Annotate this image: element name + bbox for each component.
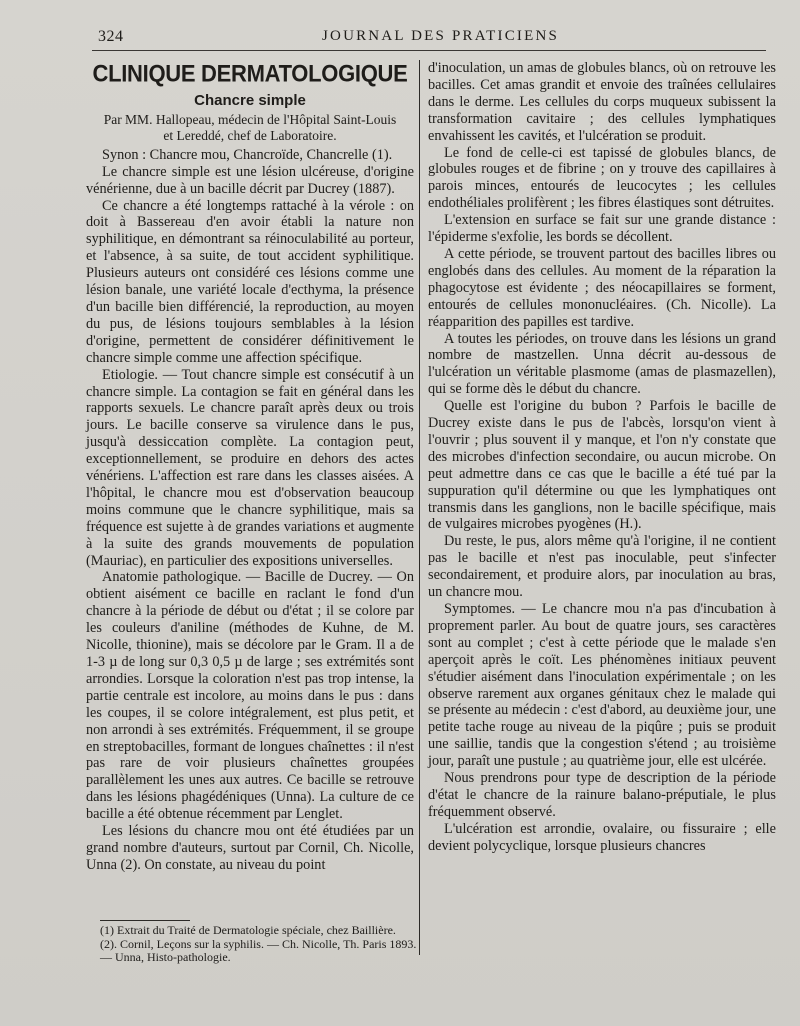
page-number: 324: [98, 28, 124, 45]
footnote-2: (2). Cornil, Leçons sur la syphilis. — Ch. Nicolle, Th. Paris 1893. — Unna, Histo-pathologie.: [100, 936, 417, 965]
synonyms: Synon : Chancre mou, Chancroïde, Chancrelle (1).: [102, 146, 393, 163]
running-head: [0, 28, 800, 50]
section-title: CLINIQUE DERMATOLOGIQUE: [92, 59, 408, 87]
paragraph: L'extension en surface se fait sur une grande distance : l'épiderme s'exfolie, les bords se décollent.: [428, 212, 776, 246]
header-rule: [92, 50, 766, 51]
byline-affiliation: et Lereddé, chef de Laboratoire.: [163, 127, 337, 143]
right-column: [428, 60, 776, 855]
byline: [86, 112, 414, 144]
paragraph-etiologie: Etiologie. — Tout chancre simple est consécutif à un chancre simple. La contagion se fait en général dans les rapports sexuels. Le chancre paraît après deux ou trois jours. Le bacille conserve sa virulence dans le pus, jusqu'à dessiccation complète. La contagion peut, exceptionnellement, se produire en dehors des actes vénériens. L'affection est rare dans les classes aisées. A l'hôpital, le chancre mou est d'observation beaucoup moins commune que le chancre syphilitique, mais sa fréquence est sujette à de grandes variations et augmente à la suite des grands mouvements de population (Mauriac), en particulier des expositions universelles.: [86, 366, 414, 569]
column-divider: [419, 60, 420, 955]
paragraph-continued: d'inoculation, un amas de globules blancs, où on retrouve les bacilles. Cet amas grandit et envoie des traînées cellulaires dans le derme. Les cellules du corps muqueux subissent la transformation cavitaire ; des cellules lymphatiques envahissent les cavités, et l'ulcération se produit.: [428, 60, 776, 144]
paragraph-symptomes: Symptomes. — Le chancre mou n'a pas d'incubation à proprement parler. Au bout de quatre jours, ses caractères sont au complet ; c'est à cette période que le malade s'en aperçoit après le coït. Les phénomènes initiaux peuvent s'étudier aisément dans l'inoculation expérimentale ; on les observe rarement aux organes génitaux chez le malade qui se présente au médecin : c'est d'abord, au deuxième jour, une petite tache rouge au niveau de la piqûre ; puis se produit une saillie, tandis que la congestion s'étend ; au troisième jour, paraît une pustule ; au quatrième jour, elle est ulcérée.: [428, 601, 776, 770]
byline-authors: Par MM. Hallopeau, médecin de l'Hôpital Saint-Louis: [103, 111, 397, 127]
footnote-rule: [100, 920, 190, 921]
paragraph: A cette période, se trouvent partout des bacilles libres ou englobés dans des cellules. Au moment de la réparation la phagocytose est évidente ; des néocapillaires se forment, entourés de cellules mononucléaires. (Ch. Nicolle). La réapparition des papilles est tardive.: [428, 245, 776, 330]
paragraph-anatomie: Anatomie pathologique. — Bacille de Ducrey. — On obtient aisément ce bacille en raclant le fond d'un chancre à la période de début ou d'état ; il se colore par les couleurs d'aniline (méthodes de Kuhne, de M. Nicolle, thionine), mais se décolore par le Gram. Il a de 1-3 µ de long sur 0,3 0,5 µ de large ; ses extrémités sont arrondies. Lorsque la coloration n'est pas trop intense, la partie centrale est incolore, au moins dans le pus : dans les coupes, il se colore intégralement, est plus petit, et non arrondi à ses extrémités. Fréquemment, il se groupe en streptobacilles, formant de longues chaînettes : il n'est pas rare de voir plusieurs chaînettes groupées parallèlement les unes aux autres. Ce bacille se retrouve dans les lésions phagédéniques (Unna). La culture de ce bacille a été obtenue récemment par Lenglet.: [86, 569, 414, 823]
paragraph: Le fond de celle-ci est tapissé de globules blancs, de globules rouges et de fibrine ; on y trouve des capillaires à parois minces, entourés de leucocytes ; les cellules endothéliales prolifèrent ; les fibres élastiques sont détruites.: [428, 144, 776, 212]
paragraph: Nous prendrons pour type de description de la période d'état le chancre de la rainure balano-préputiale, le plus fréquemment observé.: [428, 770, 776, 820]
footnote-1: (1) Extrait du Traité de Dermatologie spéciale, chez Baillière.: [100, 923, 396, 937]
left-column: [86, 60, 414, 874]
journal-title: JOURNAL DES PRATICIENS: [322, 28, 560, 44]
paragraph: L'ulcération est arrondie, ovalaire, ou fissuraire ; elle devient polycyclique, lorsque plusieurs chancres: [428, 820, 776, 854]
paragraph: Quelle est l'origine du bubon ? Parfois le bacille de Ducrey existe dans le pus de l'abcès, lorsqu'on vient à l'ouvrir ; plus souvent il y manque, et l'on n'y constate que des microbes d'infection secondaire, ou aucun microbe. On peut admettre dans ce cas que le bacille a été tué par la suppuration qu'il détermine ou que les lymphatiques ont transmis dans les ganglions, non le bacille spécifique, mais de vulgaires microbes pyogènes (H.).: [428, 398, 776, 533]
paragraph: Le chancre simple est une lésion ulcéreuse, d'origine vénérienne, due à un bacille décrit par Ducrey (1887).: [86, 163, 414, 197]
paragraph: A toutes les périodes, on trouve dans les lésions un grand nombre de mastzellen. Unna décrit au-dessous de l'ulcération un véritable plasmome (amas de plasmazellen), qui se forme dès le début du chancre.: [428, 330, 776, 398]
footnotes: [100, 924, 418, 965]
paragraph: Ce chancre a été longtemps rattaché à la vérole : on doit à Bassereau d'en avoir établi la nature non syphilitique, en démontrant sa réinoculabilité au porteur, et l'absence, à sa suite, de tout accident syphilitique. Plusieurs auteurs ont considéré ces lésions comme une lésion banale, une variété locale d'ecthyma, la présence d'un bacille bien différencié, la reproduction, au moyen du pus, de lésions toujours semblables à la lésion d'origine, permettent de considérer définitivement le chancre simple comme une affection spécifique.: [86, 197, 414, 366]
paragraph: Les lésions du chancre mou ont été étudiées par un grand nombre d'auteurs, surtout par Cornil, Ch. Nicolle, Unna (2). On constate, au niveau du point: [86, 823, 414, 873]
article-subtitle: Chancre simple: [194, 91, 306, 109]
paragraph: Du reste, le pus, alors même qu'à l'origine, il ne contient pas le bacille et n'est pas inoculable, peut s'infecter secondairement, et produire alors, par inoculation au bras, un chancre mou.: [428, 533, 776, 601]
